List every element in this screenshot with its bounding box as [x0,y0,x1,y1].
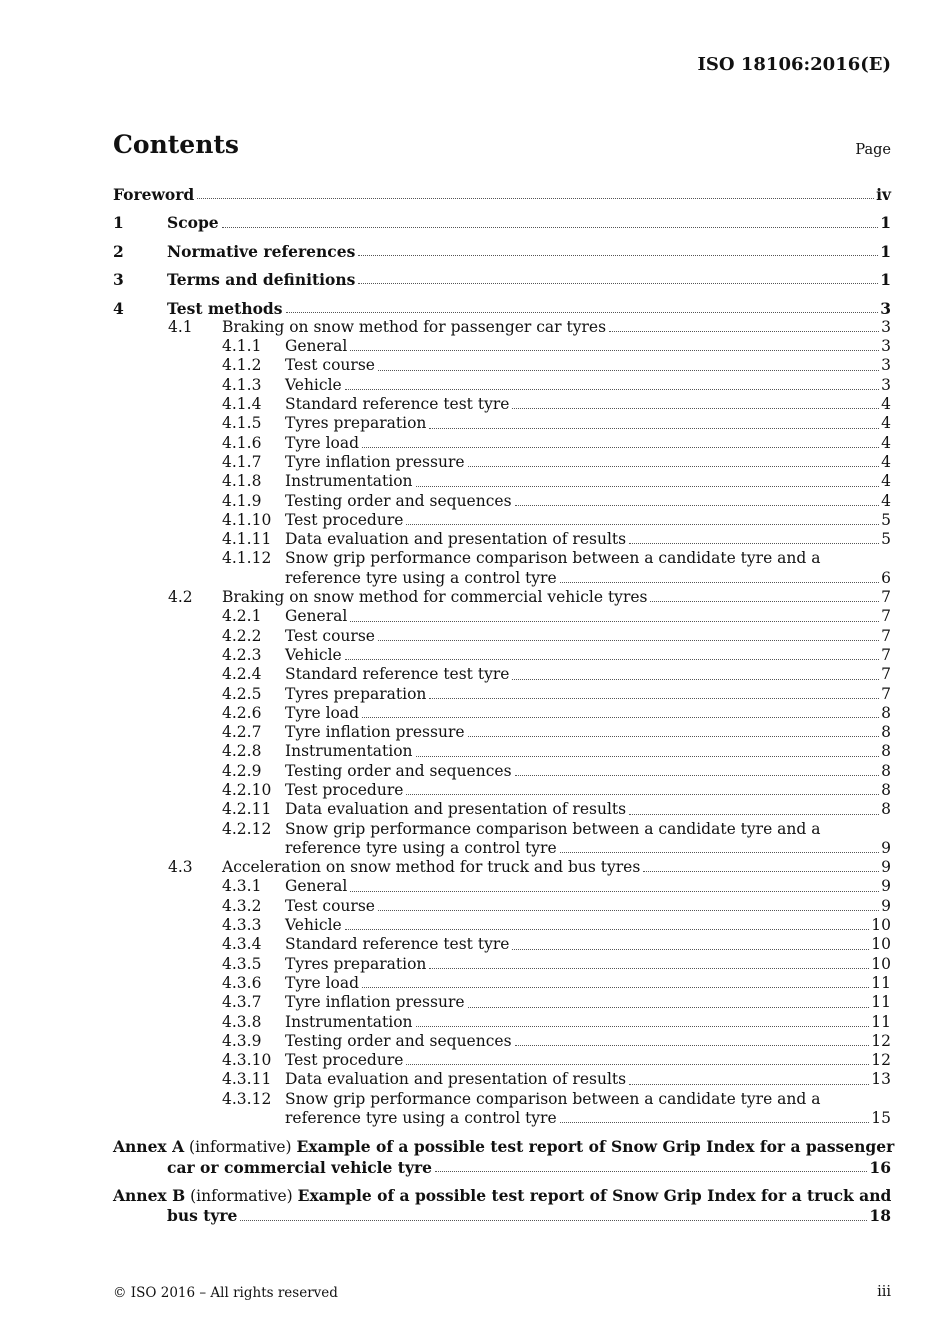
toc-entry[interactable] [113,242,891,261]
toc-entry-page: 4 [881,491,891,510]
toc-entry-title: reference tyre using a control tyre [285,568,557,587]
toc-entry-number: 4.1.12 [222,549,272,568]
toc-entry-body [167,299,891,318]
toc-entry-body [285,414,891,433]
toc-entry-number: 4.1.9 [222,491,262,510]
annex-page: 16 [869,1157,891,1177]
dot-leader [435,1171,867,1172]
dot-leader [358,255,878,256]
dot-leader [468,466,880,467]
toc-entry-number: 4.2.10 [222,780,272,799]
toc-entry-body [285,781,891,800]
annex-body [167,1158,891,1177]
dot-leader [406,794,879,795]
toc-entry-body [285,472,891,491]
toc-entry-page: 1 [880,241,891,261]
toc-entry-title: Data evaluation and presentation of results [285,530,627,549]
toc-entry-number: 4.2.8 [222,742,262,761]
toc-entry[interactable] [113,955,891,974]
toc-entry-body [285,877,891,896]
dot-leader [650,601,879,602]
toc-entry-number: 4.3.7 [222,993,262,1012]
dot-leader [629,1084,869,1085]
toc-entry-number: 4.3.9 [222,1031,262,1050]
dot-leader [362,717,879,718]
toc-entry-number: 4.1.11 [222,530,272,549]
annex-page: 18 [869,1206,891,1226]
dot-leader [222,227,879,228]
toc-entry-number: 4.3.11 [222,1070,272,1089]
toc-entry-number: 4.2.1 [222,607,262,626]
toc-entry[interactable] [113,270,891,289]
toc-entry-title: Test procedure [285,780,404,799]
toc-entry[interactable] [113,607,891,626]
toc-entry-body [285,607,891,626]
toc-entry-body [285,511,891,530]
toc-entry[interactable] [113,376,891,395]
dot-leader [378,640,879,641]
toc-entry-title: Test course [285,356,375,375]
toc-entry-title: Tyres preparation [285,414,427,433]
annex-title-first: Example of a possible test report of Snow Grip Index for a truck and [297,1185,892,1205]
toc-entry-title-line1: Snow grip performance comparison between a candidate tyre and a [285,1089,821,1108]
toc-entry-page: 4 [881,395,891,414]
toc-entry[interactable] [113,1051,891,1070]
toc-entry-number: 4.1 [168,317,193,336]
toc-entry-title: Test methods [167,298,283,318]
toc-entry[interactable] [113,897,891,916]
toc-entry-title: Instrumentation [285,1012,413,1031]
toc-entry-number: 4.2.12 [222,819,272,838]
toc-entry-body [222,858,891,877]
toc-entry-body [285,1051,891,1070]
toc-entry[interactable] [113,337,891,356]
toc-entry-body [285,356,891,375]
toc-entry-number: 4.3.4 [222,935,262,954]
dot-leader [416,1026,870,1027]
toc-entry-number: 4.1.10 [222,510,272,529]
toc-entry-body [167,270,891,289]
toc-entry[interactable] [113,1032,891,1051]
toc-entry-title: General [285,877,348,896]
toc-entry-number: 4.3.6 [222,973,262,992]
dot-leader [406,524,879,525]
toc-entry[interactable] [113,414,891,433]
toc-entry-page: 3 [880,298,891,318]
toc-entry-body [285,916,891,935]
toc-entry-body [285,897,891,916]
toc-entry-body [285,627,891,646]
copyright-notice: © ISO 2016 – All rights reserved [113,1285,338,1301]
toc-entry-page: 6 [881,568,891,587]
toc-entry-page: 15 [871,1109,891,1128]
dot-leader [350,350,879,351]
toc-entry-body [285,685,891,704]
toc-entry-body [285,1013,891,1032]
toc-entry-body [167,242,891,261]
toc-entry-page: 4 [881,472,891,491]
toc-entry-title: Testing order and sequences [285,491,512,510]
toc-entry-page: 11 [871,1012,891,1031]
annex-entry[interactable] [113,1186,891,1226]
toc-entry-title: Tyre inflation pressure [285,452,465,471]
toc-entry-title: Instrumentation [285,742,413,761]
footer-page-number: iii [877,1284,891,1300]
annex-label: Annex A [113,1137,185,1157]
toc-entry-title: Tyre inflation pressure [285,993,465,1012]
toc-entry[interactable] [113,974,891,993]
toc-entry-number: 4.1.6 [222,433,262,452]
toc-entry-body [285,376,891,395]
annex-title-line1 [113,1137,895,1157]
toc-entry-title: Normative references [167,241,356,261]
toc-entry[interactable] [113,877,891,896]
toc-entry-page: 7 [881,607,891,626]
toc-entry-page: 8 [881,703,891,722]
toc-entry-page: 4 [881,414,891,433]
toc-entry-page: 9 [881,896,891,915]
toc-entry[interactable] [113,762,891,781]
toc-entry-title: Foreword [113,185,195,204]
toc-entry[interactable] [113,588,891,607]
page-column-label: Page [855,142,891,158]
toc-entry[interactable] [113,646,891,665]
toc-entry-number: 4.2.6 [222,703,262,722]
toc-entry[interactable] [113,916,891,935]
toc-entry-page: 5 [881,510,891,529]
toc-entry-number: 4.2 [168,588,193,607]
toc-entry[interactable] [113,627,891,646]
toc-entry-page: 7 [881,684,891,703]
toc-entry-page: 7 [881,665,891,684]
toc-entry-body [285,955,891,974]
toc-entry-body [113,185,891,204]
dot-leader [468,1007,870,1008]
toc-entry-number: 4.3.12 [222,1089,272,1108]
toc-entry-number: 4.3.5 [222,954,262,973]
dot-leader [429,698,879,699]
annex-note: (informative) [189,1138,292,1157]
toc-entry-body [222,318,891,337]
toc-entry-page: 3 [881,337,891,356]
dot-leader [406,1064,869,1065]
toc-entry-page: 5 [881,530,891,549]
dot-leader [345,659,879,660]
toc-entry-title: Braking on snow method for commercial vehicle tyres [222,588,648,607]
toc-entry-title: Acceleration on snow method for truck and bus tyres [222,858,641,877]
toc-entry-title: Vehicle [285,645,342,664]
toc-entry[interactable] [113,993,891,1012]
toc-entry-title: Test course [285,626,375,645]
dot-leader [512,408,879,409]
toc-entry-number: 3 [113,270,124,290]
toc-entry[interactable] [113,685,891,704]
toc-entry-body [285,742,891,761]
toc-entry-title: Test procedure [285,510,404,529]
toc-entry-page: 11 [871,993,891,1012]
toc-entry-title: General [285,607,348,626]
toc-entry-number: 4.1.5 [222,414,262,433]
toc-entry[interactable] [113,549,891,588]
toc-entry-page: 10 [871,916,891,935]
toc-entry-title: Test course [285,896,375,915]
page-title: Contents [113,130,240,159]
annex-entry[interactable] [113,1137,895,1177]
toc-entry[interactable] [113,472,891,491]
toc-entry-body [285,1032,891,1051]
toc-entry-body [285,492,891,511]
dot-leader [378,910,879,911]
toc-entry-body [285,337,891,356]
toc-entry-body [285,395,891,414]
toc-entry-page: 10 [871,935,891,954]
dot-leader [609,331,879,332]
annex-note: (informative) [190,1186,293,1205]
toc-entry-title: Braking on snow method for passenger car tyres [222,317,607,336]
toc-entry-page: 11 [871,973,891,992]
toc-entry[interactable] [113,1013,891,1032]
toc-entry-page: 3 [881,375,891,394]
toc-entry-body [285,569,891,588]
toc-entry-title: Vehicle [285,375,342,394]
toc-entry-page: 8 [881,800,891,819]
dot-leader [512,679,879,680]
toc-entry[interactable] [113,800,891,819]
dot-leader [643,871,879,872]
toc-entry-page: 1 [880,213,891,233]
toc-entry-body [285,1109,891,1128]
dot-leader [416,756,880,757]
toc-entry[interactable] [113,511,891,530]
toc-entry-body [285,704,891,723]
dot-leader [468,736,880,737]
toc-entry-number: 4.1.1 [222,337,262,356]
toc-entry-number: 4.1.2 [222,356,262,375]
dot-leader [515,505,880,506]
toc-entry-title: Terms and definitions [167,270,356,290]
toc-entry-page: 8 [881,780,891,799]
toc-entry[interactable] [113,299,891,318]
toc-entry-page: 8 [881,723,891,742]
toc-entry[interactable] [113,935,891,954]
toc-entry-page: 8 [881,742,891,761]
toc-entry-title: Testing order and sequences [285,1031,512,1050]
toc-entry-page: 7 [881,588,891,607]
dot-leader [515,1045,870,1046]
dot-leader [512,949,869,950]
dot-leader [515,775,880,776]
toc-entry[interactable] [113,781,891,800]
toc-entry-body [285,993,891,1012]
annex-title-line1 [113,1186,891,1206]
toc-entry-title: Standard reference test tyre [285,935,510,954]
toc-entry-number: 4.1.8 [222,472,262,491]
toc-entry-page: 9 [881,877,891,896]
toc-entry-page: 10 [871,954,891,973]
toc-entry-title: Standard reference test tyre [285,665,510,684]
toc-entry-body [285,800,891,819]
toc-entry-page: 12 [871,1051,891,1070]
toc-entry[interactable] [113,395,891,414]
toc-entry-number: 4.1.4 [222,395,262,414]
toc-entry[interactable] [113,858,891,877]
dot-leader [378,370,879,371]
toc-entry-page: 7 [881,626,891,645]
toc-entry-title: General [285,337,348,356]
toc-entry-number: 4.3.3 [222,916,262,935]
toc-entry-title: Tyre load [285,703,360,722]
toc-entry-number: 4.2.11 [222,800,272,819]
toc-entry[interactable] [113,213,891,232]
toc-entry-title: Vehicle [285,916,342,935]
toc-entry-body [285,434,891,453]
toc-entry-body [222,588,891,607]
toc-entry-page: 4 [881,433,891,452]
dot-leader [629,543,879,544]
toc-entry-body [285,646,891,665]
toc-entry-page: 1 [880,270,891,290]
annex-title-rest: car or commercial vehicle tyre [167,1157,433,1177]
toc-entry-body [285,665,891,684]
toc-entry-number: 4.2.5 [222,684,262,703]
toc-entry-title: Instrumentation [285,472,413,491]
dot-leader [286,312,879,313]
toc-entry-number: 4.2.2 [222,626,262,645]
annex-label: Annex B [113,1185,186,1205]
toc-entry-number: 4.3.10 [222,1051,272,1070]
toc-entry-number: 4.2.7 [222,723,262,742]
dot-leader [350,891,879,892]
dot-leader [345,929,870,930]
toc-entry-page: 3 [881,356,891,375]
dot-leader [362,447,879,448]
dot-leader [560,1122,870,1123]
toc-entry-number: 4.2.3 [222,645,262,664]
toc-entry-title: Data evaluation and presentation of results [285,1070,627,1089]
toc-entry-number: 4.3 [168,858,193,877]
toc-entry-number: 4.1.7 [222,452,262,471]
toc-entry-title: reference tyre using a control tyre [285,838,557,857]
dot-leader [197,198,874,199]
toc-entry-title: Test procedure [285,1051,404,1070]
toc-entry-body [285,453,891,472]
toc-entry-page: 12 [871,1031,891,1050]
dot-leader [429,428,879,429]
table-of-contents [113,185,895,1226]
toc-entry-body [167,213,891,232]
toc-entry-title: Data evaluation and presentation of results [285,800,627,819]
dot-leader [350,621,879,622]
toc-entry-page: 3 [881,317,891,336]
toc-entry-body [285,762,891,781]
toc-entry-body [285,530,891,549]
toc-entry-number: 4.3.1 [222,877,262,896]
dot-leader [345,389,879,390]
toc-entry-number: 4.3.8 [222,1012,262,1031]
toc-entry[interactable] [113,185,891,204]
annex-title-first: Example of a possible test report of Snow Grip Index for a passenger [296,1137,895,1157]
document-id: ISO 18106:2016(E) [697,54,891,75]
toc-entry[interactable] [113,1070,891,1089]
toc-entry-page: 9 [881,838,891,857]
toc-entry-page: 8 [881,761,891,780]
toc-entry[interactable] [113,492,891,511]
toc-entry-number: 4.2.9 [222,761,262,780]
dot-leader [560,582,879,583]
toc-entry[interactable] [113,665,891,684]
annex-title-rest: bus tyre [167,1206,238,1226]
toc-entry[interactable] [113,356,891,375]
toc-entry-body [285,974,891,993]
toc-entry[interactable] [113,723,891,742]
toc-entry-title-line1: Snow grip performance comparison between a candidate tyre and a [285,819,821,838]
toc-entry-number: 4.2.4 [222,665,262,684]
toc-entry-body [285,935,891,954]
toc-entry[interactable] [113,742,891,761]
toc-entry-title: Tyre load [285,973,360,992]
toc-entry-body [285,839,891,858]
toc-entry[interactable] [113,1090,891,1129]
toc-entry-title: Standard reference test tyre [285,395,510,414]
toc-entry-page: 9 [881,858,891,877]
toc-entry-body [285,1070,891,1089]
dot-leader [240,1220,867,1221]
annex-body [167,1206,891,1225]
toc-entry-page: 13 [871,1070,891,1089]
toc-entry[interactable] [113,434,891,453]
toc-entry-number: 4.3.2 [222,896,262,915]
toc-entry-number: 4.1.3 [222,375,262,394]
toc-entry[interactable] [113,530,891,549]
toc-entry-number: 1 [113,213,124,233]
toc-entry-number: 2 [113,241,124,261]
toc-entry-page: iv [876,185,891,204]
dot-leader [560,852,879,853]
toc-entry-title: Testing order and sequences [285,761,512,780]
toc-entry-title: Tyre inflation pressure [285,723,465,742]
toc-entry-title: Tyres preparation [285,954,427,973]
toc-entry-title: Scope [167,213,219,233]
toc-entry-title: Tyre load [285,433,360,452]
toc-entry-number: 4 [113,298,124,318]
toc-entry[interactable] [113,453,891,472]
toc-entry-body [285,723,891,742]
toc-entry[interactable] [113,820,891,859]
toc-entry-title: reference tyre using a control tyre [285,1109,557,1128]
dot-leader [362,987,869,988]
dot-leader [629,814,879,815]
dot-leader [358,283,878,284]
toc-entry-title-line1: Snow grip performance comparison between a candidate tyre and a [285,549,821,568]
toc-entry-page: 4 [881,452,891,471]
toc-entry[interactable] [113,318,891,337]
dot-leader [429,968,869,969]
toc-entry-title: Tyres preparation [285,684,427,703]
toc-entry[interactable] [113,704,891,723]
dot-leader [416,486,880,487]
toc-entry-page: 7 [881,645,891,664]
